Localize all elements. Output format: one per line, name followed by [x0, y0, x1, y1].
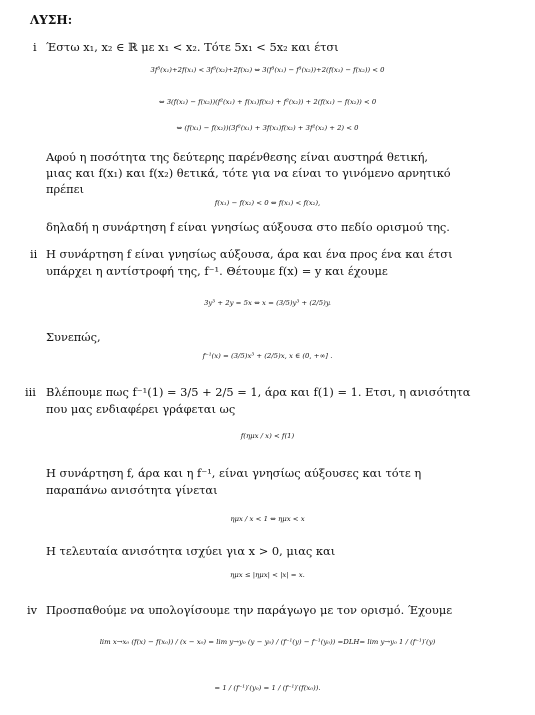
part-i-line: Έστω x₁, x₂ ∈ ℝ με x₁ < x₂. Τότε 5x₁ < 5x₂ και έτσι: [46, 40, 339, 54]
part-iv-marker: iv: [27, 603, 38, 617]
part-i-equation: 3f³(x₁)+2f(x₁) < 3f³(x₂)+2f(x₂) ⇔ 3(f³(x₁) − f³(x₂))+2(f(x₁) − f(x₂)) < 0: [150, 66, 385, 74]
part-i-line: Αφού η ποσότητα της δεύτερης παρένθεσης είναι αυστηρά θετική,: [46, 150, 429, 164]
part-i-equation: ⇔ (f(x₁) − f(x₂))(3f²(x₁) + 3f(x₁)f(x₂) + 3f²(x₂) + 2) < 0: [176, 124, 359, 132]
part-iv-equation: lim x→x₀ (f(x) − f(x₀)) / (x − x₀) = lim y→y₀ (y − y₀) / (f⁻¹(y) − f⁻¹(y₀)) =DLH= lim y→y₀ 1 / (f⁻¹)′(y): [99, 638, 436, 646]
part-iii-line: Βλέπουμε πως f⁻¹(1) = 3/5 + 2/5 = 1, άρα και f(1) = 1. Ετσι, η ανισότητα: [46, 385, 471, 399]
part-iv-equation: = 1 / (f⁻¹)′(y₀) = 1 / (f⁻¹)′(f(x₀)).: [214, 684, 321, 692]
part-iii-marker: iii: [25, 385, 36, 399]
part-i-equation: f(x₁) − f(x₂) < 0 ⇔ f(x₁) < f(x₂),: [214, 199, 321, 207]
part-iii-line: Η τελευταία ανισότητα ισχύει για x > 0, μιας και: [46, 544, 336, 558]
part-iii-line: παραπάνω ανισότητα γίνεται: [46, 483, 218, 497]
part-iii-equation: f(ημx / x) < f(1): [240, 432, 295, 440]
part-ii-equation: 3y³ + 2y = 5x ⇔ x = (3/5)y³ + (2/5)y.: [204, 299, 331, 307]
part-iii-line: που μας ενδιαφέρει γράφεται ως: [46, 402, 236, 416]
part-i-line: πρέπει: [46, 182, 84, 196]
part-i-line: μιας και f(x₁) και f(x₂) θετικά, τότε για να είναι το γινόμενο αρνητικό: [46, 166, 451, 180]
part-ii-marker: ii: [30, 247, 38, 261]
part-iii-line: Η συνάρτηση f, άρα και η f⁻¹, είναι γνησίως αύξουσες και τότε η: [46, 466, 422, 480]
part-iii-equation: ημx / x < 1 ⇔ ημx < x: [230, 515, 305, 523]
part-iii-equation: ημx ≤ |ημx| < |x| = x.: [230, 571, 305, 579]
part-ii-line: Συνεπώς,: [46, 330, 101, 344]
part-i-line: δηλαδή η συνάρτηση f είναι γνησίως αύξουσα στο πεδίο ορισμού της.: [46, 220, 450, 234]
part-iv-line: Προσπαθούμε να υπολογίσουμε την παράγωγο με τον ορισμό. Έχουμε: [46, 603, 453, 617]
part-ii-equation: f⁻¹(x) = (3/5)x³ + (2/5)x, x ∈ (0, +∞] .: [202, 352, 333, 360]
part-i-equation: ⇔ 3(f(x₁) − f(x₂))(f²(x₁) + f(x₁)f(x₂) + f²(x₂)) + 2(f(x₁) − f(x₂)) < 0: [158, 98, 377, 106]
part-i-marker: i: [33, 40, 37, 54]
part-ii-line: Η συνάρτηση f είναι γνησίως αύξουσα, άρα και ένα προς ένα και έτσι: [46, 247, 453, 261]
heading: ΛΥΣΗ:: [30, 13, 73, 27]
part-ii-line: υπάρχει η αντίστροφή της, f⁻¹. Θέτουμε f(x) = y και έχουμε: [46, 264, 388, 278]
